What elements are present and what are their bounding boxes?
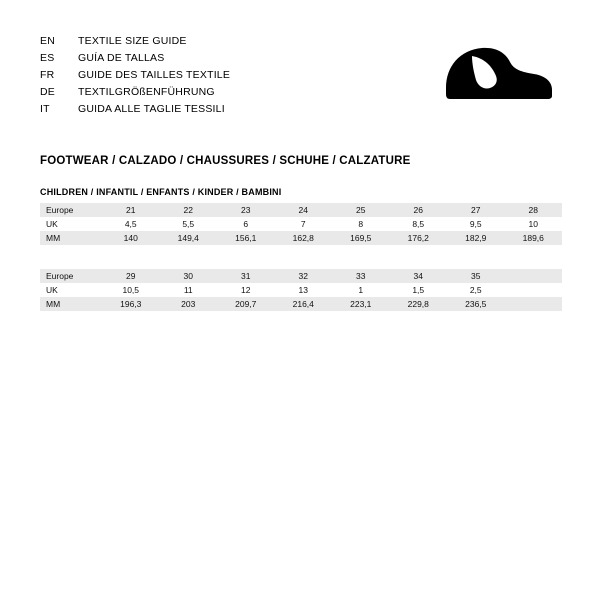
- language-row-es: [40, 50, 370, 67]
- language-row-de: [40, 84, 370, 101]
- cell: 26: [390, 203, 448, 217]
- table-row: [40, 231, 562, 245]
- cell: 10: [505, 217, 563, 231]
- language-title: GUIDE DES TAILLES TEXTILE: [78, 69, 231, 81]
- cell: 12: [217, 283, 275, 297]
- cell: 176,2: [390, 231, 448, 245]
- cell: 35: [447, 269, 505, 283]
- language-row-fr: [40, 67, 370, 84]
- shoe-icon: [438, 36, 558, 108]
- cell: 196,3: [102, 297, 160, 311]
- size-table-1: [40, 203, 562, 245]
- row-label: MM: [40, 231, 102, 245]
- row-label: Europe: [40, 203, 102, 217]
- cell: 34: [390, 269, 448, 283]
- cell: 27: [447, 203, 505, 217]
- cell: 7: [275, 217, 333, 231]
- cell: 236,5: [447, 297, 505, 311]
- cell: 11: [160, 283, 218, 297]
- cell: 21: [102, 203, 160, 217]
- language-code: IT: [40, 103, 50, 115]
- cell: 29: [102, 269, 160, 283]
- cell: [505, 269, 563, 283]
- cell: 4,5: [102, 217, 160, 231]
- language-list: [40, 33, 370, 118]
- table-row: [40, 203, 562, 217]
- language-title: GUIDA ALLE TAGLIE TESSILI: [78, 103, 225, 115]
- language-row-it: [40, 101, 370, 118]
- cell: 5,5: [160, 217, 218, 231]
- cell: 10,5: [102, 283, 160, 297]
- cell: 8,5: [390, 217, 448, 231]
- language-code: ES: [40, 52, 55, 64]
- table-row: [40, 269, 562, 283]
- cell: 182,9: [447, 231, 505, 245]
- cell: [505, 283, 563, 297]
- table-row: [40, 217, 562, 231]
- table-row: [40, 283, 562, 297]
- row-label: UK: [40, 283, 102, 297]
- cell: 6: [217, 217, 275, 231]
- cell: 1,5: [390, 283, 448, 297]
- cell: 31: [217, 269, 275, 283]
- cell: 32: [275, 269, 333, 283]
- cell: 2,5: [447, 283, 505, 297]
- cell: 24: [275, 203, 333, 217]
- cell: 23: [217, 203, 275, 217]
- cell: 229,8: [390, 297, 448, 311]
- cell: 216,4: [275, 297, 333, 311]
- cell: 189,6: [505, 231, 563, 245]
- language-title: TEXTILGRÖßENFÜHRUNG: [78, 86, 215, 98]
- language-row-en: [40, 33, 370, 50]
- language-code: DE: [40, 86, 55, 98]
- section-subtitle: CHILDREN / INFANTIL / ENFANTS / KINDER / BAMBINI: [40, 187, 282, 197]
- size-table-2: [40, 269, 562, 311]
- cell: 9,5: [447, 217, 505, 231]
- cell: 169,5: [332, 231, 390, 245]
- row-label: MM: [40, 297, 102, 311]
- cell: 8: [332, 217, 390, 231]
- cell: 13: [275, 283, 333, 297]
- language-title: GUÍA DE TALLAS: [78, 52, 165, 64]
- cell: 209,7: [217, 297, 275, 311]
- cell: 149,4: [160, 231, 218, 245]
- cell: 22: [160, 203, 218, 217]
- cell: 1: [332, 283, 390, 297]
- language-code: FR: [40, 69, 55, 81]
- cell: 203: [160, 297, 218, 311]
- cell: 140: [102, 231, 160, 245]
- section-title: FOOTWEAR / CALZADO / CHAUSSURES / SCHUHE / CALZATURE: [40, 155, 411, 167]
- cell: 162,8: [275, 231, 333, 245]
- row-label: Europe: [40, 269, 102, 283]
- language-title: TEXTILE SIZE GUIDE: [78, 35, 187, 47]
- row-label: UK: [40, 217, 102, 231]
- language-code: EN: [40, 35, 55, 47]
- cell: [505, 297, 563, 311]
- cell: 30: [160, 269, 218, 283]
- cell: 25: [332, 203, 390, 217]
- table-row: [40, 297, 562, 311]
- cell: 156,1: [217, 231, 275, 245]
- cell: 28: [505, 203, 563, 217]
- cell: 223,1: [332, 297, 390, 311]
- cell: 33: [332, 269, 390, 283]
